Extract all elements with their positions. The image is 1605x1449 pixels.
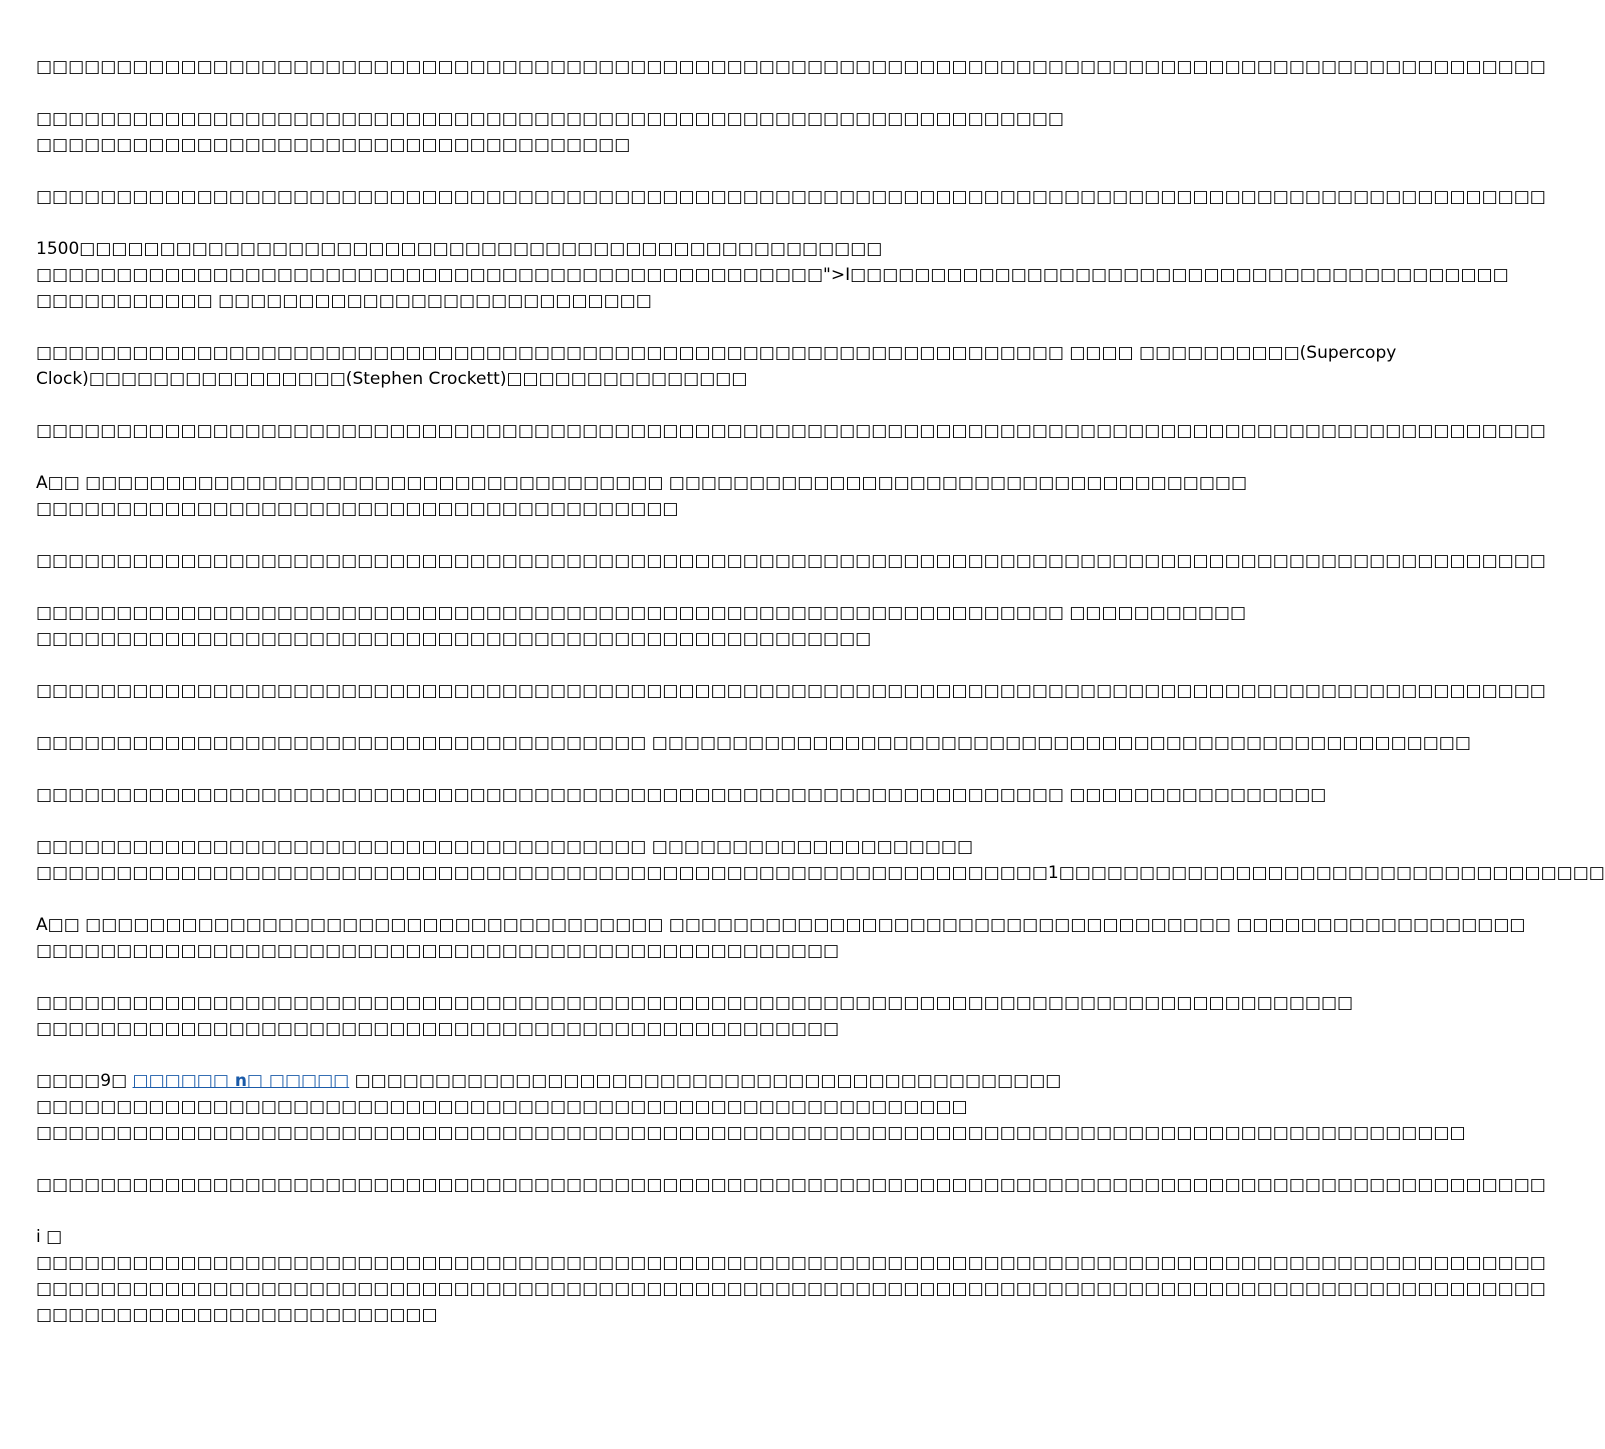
paragraph bbox=[36, 184, 1546, 210]
link-suffix-text: □□□□□□□□□□□□□□□□□□□□□□□□□□□□□□□□□□□□□□□□□□□□ bbox=[349, 1071, 1062, 1091]
paragraph bbox=[36, 470, 1248, 522]
paragraph-line: □□□□□□□□□□□□□□□□□□□□□□□□□□□□□□□□□□□□□□ □□□□□□□□□□□□□□□□□□□□□□□□□□□□□□□□□□□□□□□□□□□□□□□□□□□ bbox=[36, 733, 1471, 753]
paragraph bbox=[36, 834, 1605, 886]
paragraph-line: □□□□□□□□□□□ □□□□□□□□□□□□□□□□□□□□□□□□□□□ bbox=[36, 291, 652, 311]
paragraph-line: □□□□□□□□□□□□□□□□□□□□□□□□□□□□□□□□□□□□□□□□□□□□□□□□□□□□□□□□□□□□□□□□□□□□□□□□□□□□□□□□□□□□□□□□□□□□□□ bbox=[36, 421, 1546, 441]
paragraph-line: □□□□□□□□□□□□□□□□□□□□□□□□□□□□□□□□□□□□□□ □□□□□□□□□□□□□□□□□□□□ bbox=[36, 837, 974, 857]
paragraph-line: □□□□□□□□□□□□□□□□□□□□□□□□□□□□□□□□□□□□□□□□□□□□□□□□□□ bbox=[36, 1019, 840, 1039]
paragraph bbox=[36, 548, 1546, 574]
paragraph-line: 1500□□□□□□□□□□□□□□□□□□□□□□□□□□□□□□□□□□□□□□□□□□□□□□□□□□ bbox=[36, 239, 883, 259]
paragraph bbox=[36, 236, 1509, 314]
inline-link[interactable]: □□□□□□ n□ □□□□□ bbox=[132, 1071, 350, 1091]
paragraph bbox=[36, 1224, 1546, 1328]
paragraph bbox=[36, 54, 1546, 80]
paragraph bbox=[36, 782, 1327, 808]
paragraph-line: □□□□□□□□□□□□□□□□□□□□□□□□□□□□□□□□□□□□□ bbox=[36, 135, 631, 155]
paragraph-line: □□□□□□□□□□□□□□□□□□□□□□□□□□□□□□□□□□□□□□□□□□□□□□□□□□□□□□□□□□□□□□□□□□□□□□□□□□□□□□□□□□□□□□□□□□□□□□ bbox=[36, 551, 1546, 571]
paragraph-line: Clock)□□□□□□□□□□□□□□□□(Stephen Crockett)□□□□□□□□□□□□□□□ bbox=[36, 369, 748, 389]
paragraph-line: □□□□□□□□□□□□□□□□□□□□□□□□□□□□□□□□□□□□□□□□ bbox=[36, 499, 679, 519]
paragraph bbox=[36, 678, 1546, 704]
paragraph-with-link bbox=[36, 1068, 1466, 1146]
link-prefix-text: □□□□9□ bbox=[36, 1071, 133, 1091]
paragraph-line: i □ bbox=[36, 1227, 63, 1247]
paragraph bbox=[36, 990, 1354, 1042]
paragraph-line: A□□ □□□□□□□□□□□□□□□□□□□□□□□□□□□□□□□□□□□□ □□□□□□□□□□□□□□□□□□□□□□□□□□□□□□□□□□□ □□□□□□□□□□□□□□□□□□ bbox=[36, 915, 1526, 935]
paragraph-line: □□□□□□□□□□□□□□□□□□□□□□□□□□□□□□□□□□□□□□□□□□□□□□□□□□□□□□□□□□□□□□□□□□□□□□□□□□□□□□□□□□ bbox=[36, 993, 1354, 1013]
paragraph-line: A□□ □□□□□□□□□□□□□□□□□□□□□□□□□□□□□□□□□□□□ □□□□□□□□□□□□□□□□□□□□□□□□□□□□□□□□□□□□ bbox=[36, 473, 1248, 493]
paragraph bbox=[36, 730, 1471, 756]
paragraph-group bbox=[36, 1172, 1546, 1328]
paragraph bbox=[36, 340, 1397, 392]
paragraph-line: □□□□□□□□□□□□□□□□□□□□□□□□□□□□□□□□□□□□□□□□□□□□□□□□□□□□□□□□□□□□□□□□□□□□□□□□□□□□□□□□□□□□□□□□□□□□□□ bbox=[36, 1175, 1546, 1195]
paragraph bbox=[36, 912, 1526, 964]
paragraph-line: □□□□□□□□□□□□□□□□□□□□□□□□□□□□□□□□□□□□□□□□□□□□□□□□□□□□□□□□□□□□□□□□ □□□□ □□□□□□□□□□(Supercopy bbox=[36, 343, 1397, 363]
paragraph bbox=[36, 106, 1064, 158]
paragraph-line: □□□□□□□□□□□□□□□□□□□□□□□□□□□□□□□□□□□□□□□□□□□□□□□□□□□□□□□□□□□□□□□1□□□□□□□□□□□□□□□□□□□□□□□□□□□□□□□□□□ bbox=[36, 863, 1605, 883]
document-body bbox=[36, 54, 1605, 1354]
paragraph-line: □□□□□□□□□□□□□□□□□□□□□□□□□□□□□□□□□□□□□□□□□□□□□□□□□□□□□□□□□□□□□□□□□□□□□□□□□□□□□□□□□□□□□□□□□ bbox=[36, 1123, 1466, 1143]
paragraph-group bbox=[36, 54, 1605, 1042]
paragraph-line: □□□□□□□□□□□□□□□□□□□□□□□□□□□□□□□□□□□□□□□□□□□□□□□□□□□□□□□□□□□□□□□□ □□□□□□□□□□□ bbox=[36, 603, 1247, 623]
paragraph-line: □□□□□□□□□□□□□□□□□□□□□□□□□□□□□□□□□□□□□□□□□□□□□□□□□□□□ bbox=[36, 629, 872, 649]
paragraph-line: □□□□□□□□□□□□□□□□□□□□□□□□□□□□□□□□□□□□□□□□□□□□□□□□□□ bbox=[36, 941, 840, 961]
paragraph-line: □□□□□□□□□□□□□□□□□□□□□□□□□□□□□□□□□□□□□□□□□□□□□□□□□□□□□□□□□□□□□□□□□□□□□□□□□□□□□□□□□□□□□□□□□□□□□□ bbox=[36, 1279, 1546, 1299]
paragraph-line: □□□□□□□□□□□□□□□□□□□□□□□□□□□□□□□□□□□□□□□□□□□□□□□□□">I□□□□□□□□□□□□□□□□□□□□□□□□□□□□□□□□□□□□□□□□□ bbox=[36, 265, 1509, 285]
paragraph bbox=[36, 418, 1546, 444]
paragraph-line bbox=[36, 1068, 1062, 1094]
paragraph-line: □□□□□□□□□□□□□□□□□□□□□□□□□□□□□□□□□□□□□□□□□□□□□□□□□□□□□□□□□□□□□□□□ bbox=[36, 109, 1064, 129]
paragraph-line: □□□□□□□□□□□□□□□□□□□□□□□□□□□□□□□□□□□□□□□□□□□□□□□□□□□□□□□□□□□□□□□□□□□□□□□□□□□□□□□□□□□□□□□□□□□□□□ bbox=[36, 681, 1546, 701]
paragraph bbox=[36, 1172, 1546, 1198]
paragraph bbox=[36, 600, 1247, 652]
paragraph-line: □□□□□□□□□□□□□□□□□□□□□□□□□□□□□□□□□□□□□□□□□□□□□□□□□□□□□□□□□□ bbox=[36, 1097, 968, 1117]
paragraph-line: □□□□□□□□□□□□□□□□□□□□□□□□□□□□□□□□□□□□□□□□□□□□□□□□□□□□□□□□□□□□□□□□□□□□□□□□□□□□□□□□□□□□□□□□□□□□□□ bbox=[36, 57, 1546, 77]
paragraph-line: □□□□□□□□□□□□□□□□□□□□□□□□□□□□□□□□□□□□□□□□□□□□□□□□□□□□□□□□□□□□□□□□□□□□□□□□□□□□□□□□□□□□□□□□□□□□□□ bbox=[36, 1253, 1546, 1273]
paragraph-line: □□□□□□□□□□□□□□□□□□□□□□□□□□□□□□□□□□□□□□□□□□□□□□□□□□□□□□□□□□□□□□□□□□□□□□□□□□□□□□□□□□□□□□□□□□□□□□ bbox=[36, 187, 1546, 207]
paragraph-line: □□□□□□□□□□□□□□□□□□□□□□□□□□□□□□□□□□□□□□□□□□□□□□□□□□□□□□□□□□□□□□□□ □□□□□□□□□□□□□□□□ bbox=[36, 785, 1327, 805]
paragraph-line: □□□□□□□□□□□□□□□□□□□□□□□□□ bbox=[36, 1305, 438, 1325]
